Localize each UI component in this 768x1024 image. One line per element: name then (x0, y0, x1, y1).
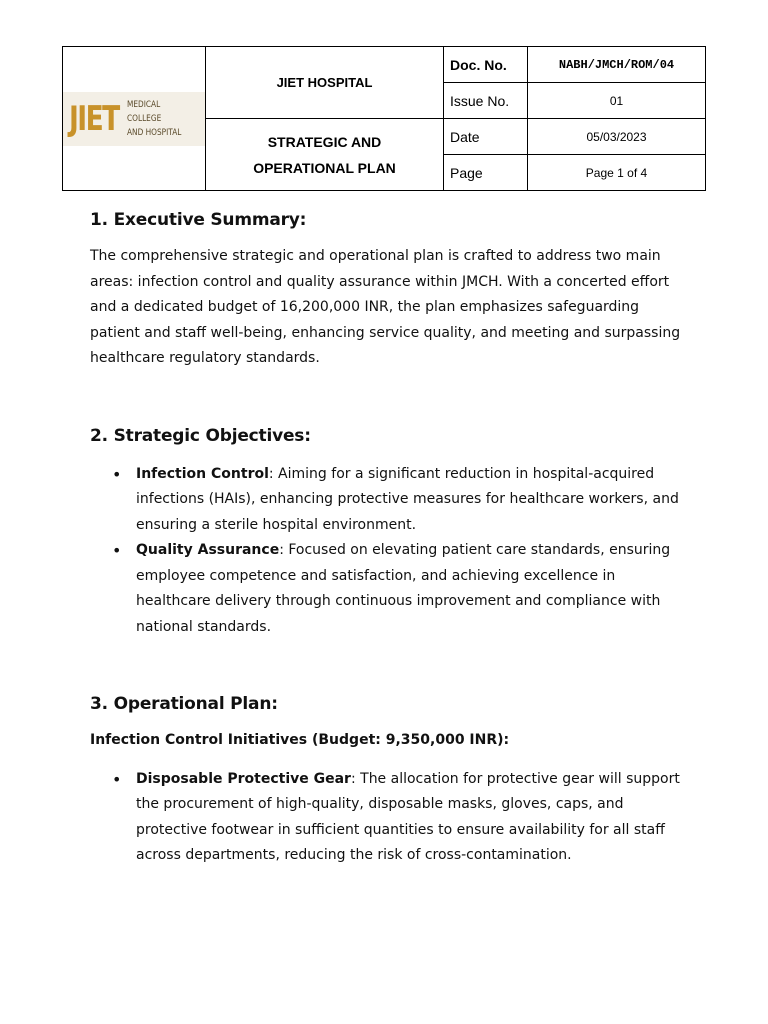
strategic-objectives-list (90, 462, 690, 641)
operational-plan-heading: 3. Operational Plan: (90, 694, 278, 714)
date-value: 05/03/2023 (528, 119, 706, 155)
initiative-text: : The allocation for protective gear will support the procurement of high-quality, disposable masks, gloves, caps, and protective footwear in sufficient quantities to ensure availability for all staff across departments, reducing the risk of cross-contamination. (136, 770, 680, 863)
hospital-logo (63, 92, 205, 146)
objective-term: Quality Assurance (136, 542, 280, 558)
page-label: Page (444, 155, 528, 191)
objective-term: Infection Control (136, 465, 269, 482)
date-label: Date (444, 119, 528, 155)
list-item (90, 538, 690, 640)
doc-no-label: Doc. No. (444, 47, 528, 83)
list-item (90, 767, 690, 869)
logo-brand: JIET (69, 98, 119, 139)
logo-cell (63, 47, 206, 191)
document-body (90, 206, 690, 869)
executive-summary-heading: 1. Executive Summary: (90, 210, 307, 230)
strategic-objectives-heading: 2. Strategic Objectives: (90, 425, 311, 446)
issue-no-label: Issue No. (444, 83, 528, 119)
logo-line-2: AND HOSPITAL (127, 127, 182, 138)
objective-text: : Aiming for a significant reduction in hospital-acquired infections (HAIs), enhancing protective measures for healthcare workers, and ensuring a sterile hospital environment. (136, 465, 679, 533)
hospital-name: JIET HOSPITAL (206, 47, 444, 119)
page-value: Page 1 of 4 (528, 155, 706, 191)
logo-line-1: MEDICAL COLLEGE (127, 99, 162, 124)
operational-plan-subheading: Infection Control Initiatives (Budget: 9,350,000 INR): (90, 732, 510, 748)
objective-text: : Focused on elevating patient care standards, ensuring employee competence and satisfaction, and achieving excellence in healthcare delivery through continuous improvement and compliance with national standards. (136, 542, 671, 635)
document-title-line-1: STRATEGIC AND (267, 133, 382, 150)
initiative-term: Disposable Protective Gear (136, 770, 351, 787)
document-title-line-2: OPERATIONAL PLAN (253, 159, 396, 176)
operational-plan-list (90, 767, 690, 869)
executive-summary-text: The comprehensive strategic and operational plan is crafted to address two main areas: infection control and quality assurance within JMCH. With a concerted effort and a dedicated budget of 16,200,000 INR, the plan emphasizes safeguarding patient and staff well-being, enhancing service quality, and meeting and surpassing healthcare regulatory standards. (90, 248, 681, 366)
document-title (206, 119, 444, 191)
list-item (90, 462, 690, 539)
doc-no-value: NABH/JMCH/ROM/04 (528, 47, 706, 83)
document-header-table (62, 46, 706, 191)
issue-no-value: 01 (528, 83, 706, 119)
